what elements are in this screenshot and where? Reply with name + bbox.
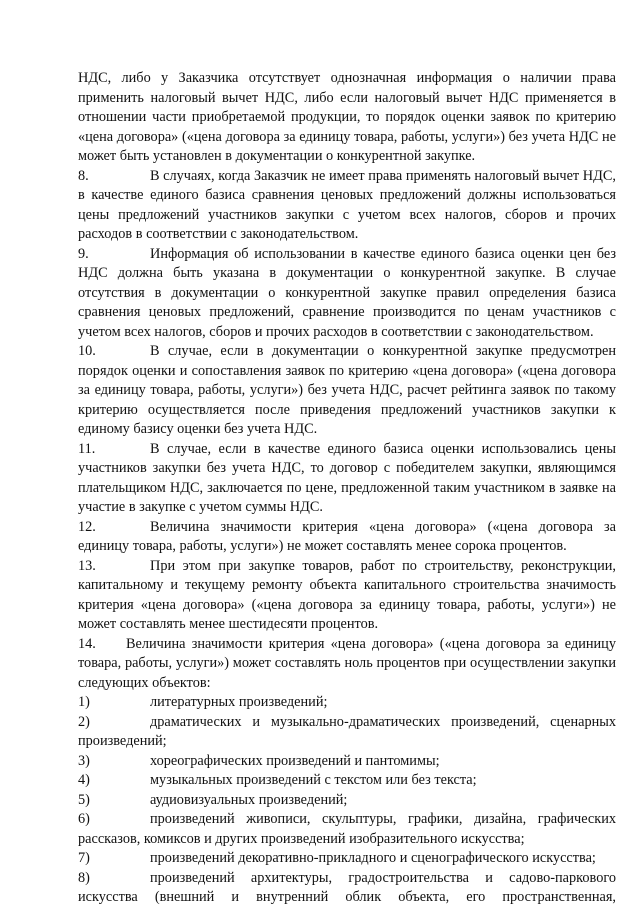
paragraph-text: Информация об использовании в качестве единого базиса оценки цен без НДС должна быть указана в документации о конкурентной закупке. В случае отсутствия в документации о конкурентной закупке правил определения базиса сравнения ценовых предложений, сравнение производится по ценам участников с учетом всех налогов, сборов и прочих расходов в соответствии с законодательством. [78, 245, 616, 340]
list-item-text: хореографических произведений и пантомимы; [150, 752, 440, 769]
paragraph-continuation [78, 69, 616, 167]
list-item-3 [78, 752, 616, 772]
list-item-number: 6) [78, 811, 90, 827]
list-item-2 [78, 713, 616, 752]
list-item-text: литературных произведений; [150, 694, 328, 710]
paragraph-8 [78, 167, 616, 245]
list-item-text: драматических и музыкально-драматических произведений, сценарных произведений; [78, 713, 616, 749]
list-item-number: 1) [78, 694, 90, 710]
paragraph-9 [78, 245, 616, 343]
list-item-number: 4) [78, 772, 90, 788]
list-item-5 [78, 791, 616, 811]
paragraph-text: Величина значимости критерия «цена договора» («цена договора за единицу товара, работы, услуги») не может составлять менее сорока процентов. [78, 518, 616, 554]
list-item-4 [78, 771, 616, 791]
list-item-text: произведений декоративно-прикладного и сценографического искусства; [150, 850, 596, 866]
paragraph-text: В случае, если в качестве единого базиса оценки использовались цены участников закупки без учета НДС, то договор с победителем закупки, являющимся плательщиком НДС, заключается по цене, предложенной таким участником в заявке на участие в закупке с учетом суммы НДС. [78, 440, 616, 515]
paragraph-text: В случаях, когда Заказчик не имеет права применять налоговый вычет НДС, в качестве единого базиса сравнения ценовых предложений должны использоваться цены предложений участников закупки с учетом всех налогов, сборов и прочих расходов в соответствии с законодательством. [78, 167, 616, 242]
list-item-text: музыкальных произведений с текстом или без текста; [150, 772, 477, 788]
paragraph-text: В случае, если в документации о конкурентной закупке предусмотрен порядок оценки и сопоставления заявок по критерию «цена договора» («цена договора за единицу товара, работы, услуги») без учета НДС, расчет рейтинга заявок по такому критерию осуществляется после приведения предложений участников закупки к единому базису оценки без учета НДС. [78, 343, 616, 437]
paragraph-14 [78, 635, 616, 694]
paragraph-text: При этом при закупке товаров, работ по строительству, реконструкции, капитальному и текущему ремонту объекта капитального строительства значимость критерия «цена договора» («цена договора за единицу товара, работы, услуги») не может составлять менее шестидесяти процентов. [78, 557, 616, 632]
paragraph-number: 10. [78, 343, 96, 359]
list-item-number: 7) [78, 850, 90, 866]
list-item-number: 3) [78, 752, 90, 769]
list-item-text: аудиовизуальных произведений; [150, 791, 348, 808]
list-item-7 [78, 849, 616, 869]
list-item-number: 2) [78, 713, 90, 730]
paragraph-number: 14. [78, 635, 96, 652]
list-item-1 [78, 693, 616, 713]
paragraph-12 [78, 518, 616, 557]
paragraph-11 [78, 440, 616, 518]
paragraph-number: 8. [78, 167, 89, 184]
list-item-number: 8) [78, 869, 90, 886]
list-item-number: 5) [78, 791, 90, 808]
paragraph-number: 13. [78, 557, 96, 574]
paragraph-number: 9. [78, 245, 89, 262]
list-item-text: произведений живописи, скульптуры, графики, дизайна, графических рассказов, комиксов и других произведений изобразительного искусства; [78, 811, 616, 847]
paragraph-text: Величина значимости критерия «цена договора» («цена договора за единицу товара, работы, услуги») может составлять ноль процентов при осуществлении закупки следующих объектов: [78, 635, 616, 691]
list-item-text: произведений архитектуры, градостроительства и садово-паркового искусства (внешний и внутренний облик объекта, его пространственная, [78, 869, 616, 905]
list-item-8 [78, 869, 616, 908]
paragraph-number: 12. [78, 518, 96, 535]
paragraph-number: 11. [78, 440, 96, 457]
paragraph-10 [78, 342, 616, 440]
list-item-6 [78, 810, 616, 849]
paragraph-13 [78, 557, 616, 635]
paragraph-text: НДС, либо у Заказчика отсутствует однозначная информация о наличии права применить налоговый вычет НДС, либо если налоговый вычет НДС применяется в отношении части приобретаемой продукции, то порядок оценки заявок по критерию «цена договора» («цена договора за единицу товара, работы, услуги») без учета НДС не может быть установлен в документации о конкурентной закупке. [78, 70, 616, 164]
document-page [78, 69, 616, 908]
